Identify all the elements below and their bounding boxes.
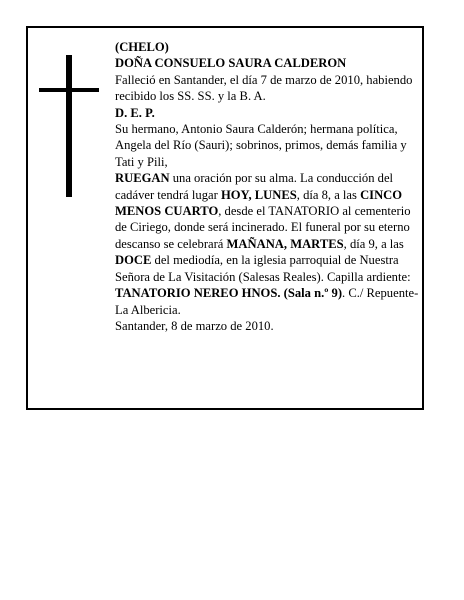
time-text: CINCO MENOS CUARTO — [115, 187, 403, 219]
ruegan-text: RUEGAN — [115, 171, 170, 186]
ceremony-text-2: , día 8, a las — [296, 187, 361, 202]
ceremony-text-3: , desde el TANATORIO al cementerio de Ciriego, donde será incinerado. El funeral por su eterno descanso se celebrará — [115, 204, 411, 251]
dep-line: D. E. P. — [115, 105, 155, 120]
cross-icon-bar — [39, 88, 99, 92]
ceremony-text-4: , día 9, a las — [343, 236, 404, 251]
tanatorio-text: TANATORIO NEREO HNOS. (Sala n.º 9) — [115, 286, 343, 301]
nickname: (CHELO) — [115, 40, 169, 54]
ceremony-text-1: una oración por su alma. La conducción del cadáver tendrá lugar — [115, 171, 394, 202]
signoff-line: Santander, 8 de marzo de 2010. — [115, 318, 274, 333]
ceremony-paragraph — [115, 170, 420, 318]
obituary-notice — [26, 26, 424, 410]
cross-icon — [66, 55, 72, 197]
ceremony-text-5: del mediodía, en la iglesia parroquial de Nuestra Señora de La Visitación (Salesas Reales). Capilla ardiente: — [115, 253, 411, 284]
death-line: Falleció en Santander, el día 7 de marzo de 2010, habiendo recibido los SS. SS. y la B. A. — [115, 72, 413, 104]
doce-text: DOCE — [115, 253, 152, 268]
deceased-name: DOÑA CONSUELO SAURA CALDERON — [115, 56, 347, 71]
manana-martes-text: MAÑANA, MARTES — [226, 236, 344, 251]
family-line: Su hermano, Antonio Saura Calderón; hermana política, Angela del Río (Sauri); sobrinos, primos, demás familia y Tati y Pili, — [115, 122, 407, 169]
obituary-text — [115, 39, 420, 334]
hoy-lunes-text: HOY, LUNES — [220, 187, 297, 202]
ceremony-text-6: . C./ Repuente-La Albericia. — [115, 286, 419, 317]
